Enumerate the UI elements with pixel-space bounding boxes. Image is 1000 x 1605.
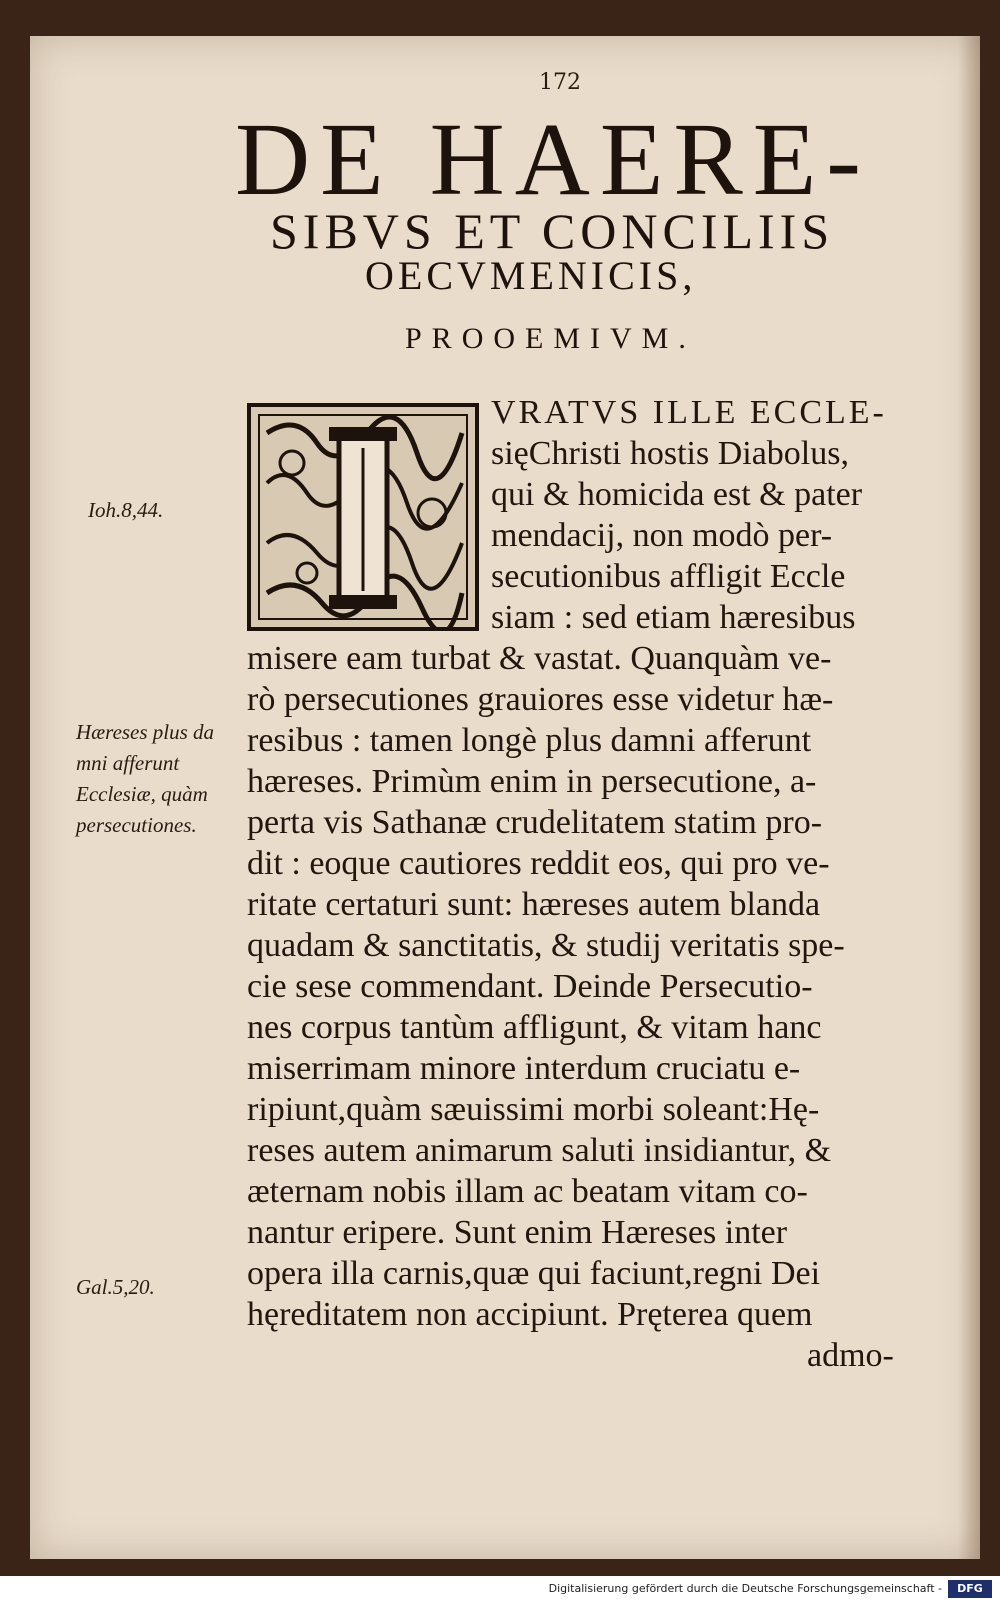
body-line: siam : sed etiam hæresibus [491, 599, 856, 636]
catchword: admo- [807, 1337, 894, 1374]
body-line: ritate certaturi sunt: hæreses autem blanda [247, 886, 821, 923]
body-line: quadam & sanctitatis, & studij veritatis spe- [247, 927, 845, 964]
margin-note-line: Ecclesiæ, quàm [76, 782, 208, 806]
body-line: dit : eoque cautiores reddit eos, qui pro ve- [247, 845, 830, 882]
body-line: VRATVS ILLE ECCLE- [491, 394, 887, 431]
margin-note-line: persecutiones. [76, 813, 197, 837]
dfg-logo[interactable]: DFG [948, 1580, 992, 1598]
margin-note-line: mni afferunt [76, 751, 180, 775]
body-line: resibus : tamen longè plus damni afferunt [247, 722, 812, 759]
body-line: qui & homicida est & pater [491, 476, 863, 513]
margin-note-scripture-reference: Ioh.8,44. [88, 498, 164, 522]
footer-bar [0, 1576, 1000, 1605]
margin-note-scripture-reference: Gal.5,20. [76, 1275, 155, 1299]
page-number: 172 [539, 70, 581, 95]
body-line: cie sese commendant. Deinde Persecutio- [247, 968, 813, 1005]
body-line: æternam nobis illam ac beatam vitam co- [247, 1173, 808, 1210]
body-line: secutionibus affligit Eccle [491, 558, 846, 595]
body-line: hęreditatem non accipiunt. Pręterea quem [247, 1296, 813, 1333]
title-line-4: PROOEMIVM. [405, 322, 696, 355]
title-line-1: DE HAERE- [235, 102, 871, 217]
body-line: hæreses. Primùm enim in persecutione, a- [247, 763, 817, 800]
body-line: rò persecutiones grauiores esse videtur hæ- [247, 681, 834, 718]
body-line: nantur eripere. Sunt enim Hæreses inter [247, 1214, 788, 1251]
body-line: misere eam turbat & vastat. Quanquàm ve- [247, 640, 832, 677]
decorated-initial-image [247, 403, 479, 631]
body-line: miserrimam minore interdum cruciatu e- [247, 1050, 801, 1087]
body-line: mendacij, non modò per- [491, 517, 833, 554]
body-line: nes corpus tantùm affligunt, & vitam hanc [247, 1009, 822, 1046]
body-line: sięChristi hostis Diabolus, [491, 435, 849, 472]
body-line: opera illa carnis,quæ qui faciunt,regni Dei [247, 1255, 821, 1292]
body-line: perta vis Sathanæ crudelitatem statim pro- [247, 804, 823, 841]
margin-note-line: Hæreses plus da [76, 720, 215, 744]
title-line-3: OECVMENICIS, [365, 253, 697, 298]
body-line: reses autem animarum saluti insidiantur, & [247, 1132, 832, 1169]
footer-credit: Digitalisierung gefördert durch die Deutsche Forschungsgemeinschaft - [548, 1582, 942, 1595]
title-line-2: SIBVS ET CONCILIIS [270, 203, 835, 259]
body-line: ripiunt,quàm sæuissimi morbi soleant:Hę- [247, 1091, 820, 1128]
